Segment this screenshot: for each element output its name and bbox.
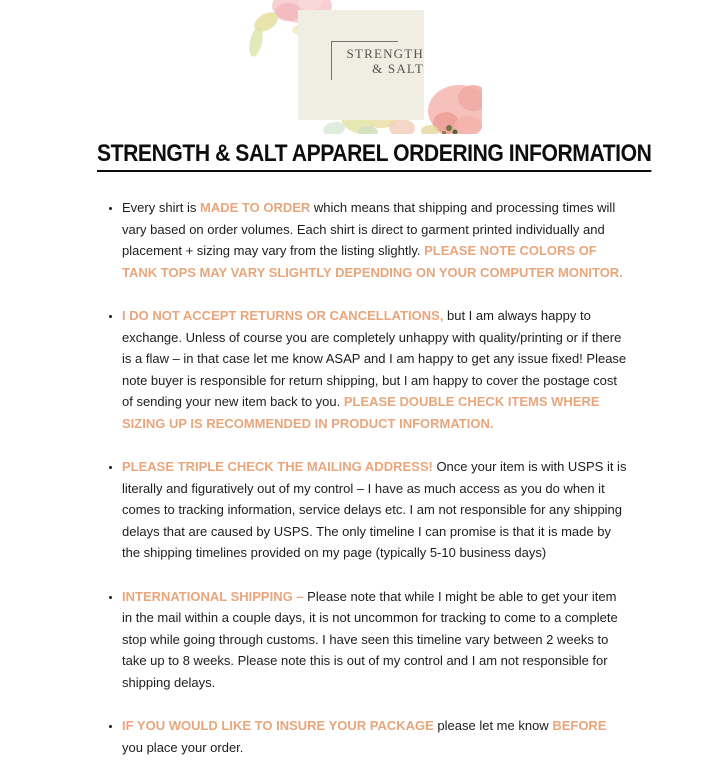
- body-text: please let me know: [433, 718, 553, 733]
- brand-name-line1: STRENGTH: [346, 46, 424, 61]
- highlighted-text: IF YOU WOULD LIKE TO INSURE YOUR PACKAGE: [122, 718, 434, 733]
- list-item: [122, 197, 629, 283]
- body-text: you place your order.: [122, 739, 244, 755]
- list-item: [122, 456, 629, 564]
- list-item: [122, 586, 629, 694]
- list-item: [122, 305, 629, 434]
- highlighted-text: PLEASE NOTE COLORS OF TANK TOPS MAY VARY SLIGHTLY DEPENDING ON YOUR COMPUTER MONITOR.: [122, 243, 623, 280]
- document-body: [97, 197, 629, 780]
- body-text: Every shirt is: [122, 200, 201, 215]
- highlighted-text: PLEASE TRIPLE CHECK THE MAILING ADDRESS!: [122, 459, 433, 474]
- body-text: Once your item is with USPS it is literally and figuratively out of my control – I have as much access as you do when it comes to tracking information, service delays etc. I am not responsible for any shipping delays that are caused by USPS. The only timeline I can promise is that it is made by the shipping timelines provided on my page (typically 5-10 business days): [122, 459, 627, 560]
- highlighted-text: BEFORE: [552, 718, 607, 733]
- highlighted-text: INTERNATIONAL SHIPPING –: [122, 588, 308, 604]
- body-text: Please note that while I might be able to get your item in the mail within a couple days, it is not uncommon for tracking to come to a complete stop while going through customs. I have seen this timeline vary between 2 weeks to take up to 8 weeks. Please note this is out of my control and I am not responsible for shipping delays.: [122, 588, 618, 690]
- body-text: but I am always happy to exchange. Unless of course you are completely unhappy with quality/printing or if there is a flaw – in that case let me know ASAP and I am happy to get any issue fixed! Please note buyer is responsible for return shipping, but I am happy to cover the postage cost of sending your new item back to you.: [122, 308, 627, 409]
- highlighted-text: PLEASE DOUBLE CHECK ITEMS WHERE SIZING UP IS RECOMMENDED IN PRODUCT INFORMATION.: [122, 394, 600, 431]
- brand-name: [336, 46, 424, 76]
- info-list: [97, 197, 629, 758]
- page-title: STRENGTH & SALT APPAREL ORDERING INFORMATION: [97, 140, 651, 172]
- highlighted-text: MADE TO ORDER: [200, 200, 311, 215]
- body-text: which means that shipping and processing times will vary based on order volumes. Each shirt is direct to garment printed individually and placement + sizing may vary from the listing slightly.: [122, 200, 616, 258]
- list-item: [122, 715, 629, 758]
- brand-name-line2: & SALT: [372, 61, 424, 76]
- brand-logo: [240, 0, 482, 134]
- highlighted-text: I DO NOT ACCEPT RETURNS OR CANCELLATIONS,: [122, 308, 444, 323]
